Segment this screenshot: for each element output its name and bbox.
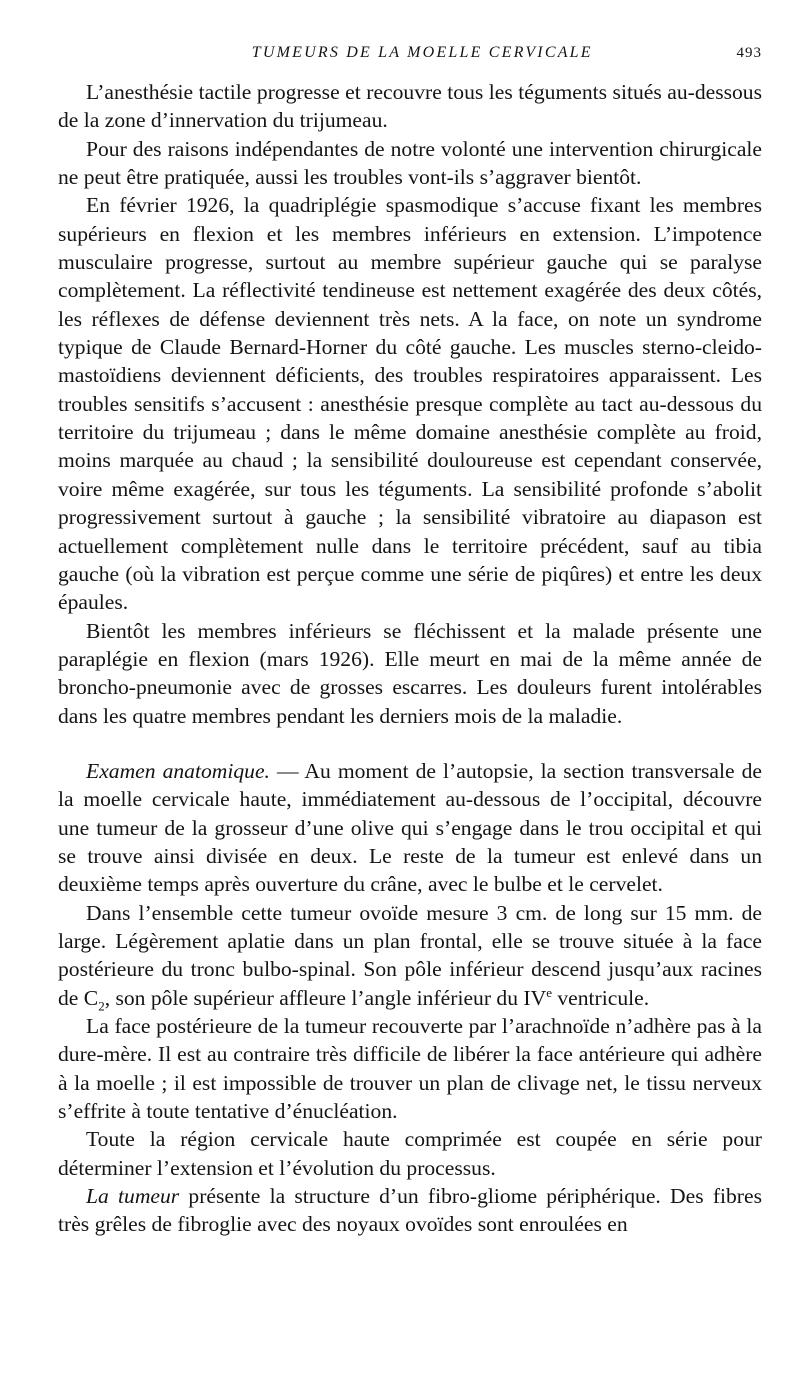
paragraph: Toute la région cervicale haute comprimée est coupée en série pour déterminer l’extension et l’évolution du processus. (58, 1127, 762, 1180)
superscript: e (546, 984, 552, 1000)
paragraph-text: Au moment de l’autopsie, la section transversale de la moelle cervicale haute, immédiatement au-dessous de l’occipital, découvre une tumeur de la grosseur d’une olive qui s’engage dans le trou occipital et qui se trouve ainsi divisée en deux. Le reste de la tumeur est enlevé dans un deuxième temps après ouverture du crâne, avec le bulbe et le cervelet. (58, 758, 762, 897)
paragraph-text: ventricule. (551, 985, 650, 1010)
body-text (58, 78, 762, 1239)
paragraph-text: , son pôle supérieur affleure l’angle inférieur du IV (104, 985, 547, 1010)
page-header (58, 44, 762, 78)
dimensions-paragraph (58, 899, 762, 1012)
paragraph-text: Dans l’ensemble cette tumeur ovoïde mesure 3 cm. de long sur 15 mm. de large. Légèrement aplatie dans un plan frontal, elle se trouve située à la face postérieure du tronc bulbo-spinal. Son pôle inférieur descend jusqu’aux racines de C (58, 900, 762, 1010)
exam-paragraph (58, 757, 762, 899)
paragraph: L’anesthésie tactile progresse et recouvre tous les téguments situés au-dessous de la zone d’innervation du trijumeau. (58, 80, 762, 133)
section-lead: Examen anatomique. (86, 758, 270, 783)
paragraph-text: présente la structure d’un fibro-gliome périphérique. Des fibres très grêles de fibroglie avec des noyaux ovoïdes sont enroulées en (58, 1184, 762, 1237)
paragraph: En février 1926, la quadriplégie spasmodique s’accuse fixant les membres supérieurs en flexion et les membres inférieurs en extension. L’impotence musculaire progresse, surtout au membre supérieur gauche qui se paralyse complètement. La réflectivité tendineuse est nettement exagérée des deux côtés, les réflexes de défense deviennent très nets. A la face, on note un syndrome typique de Claude Bernard-Horner du côté gauche. Les muscles sterno-cleido-mastoïdiens deviennent déficients, des troubles respiratoires apparaissent. Les troubles sensitifs s’accusent : anesthésie presque complète au tact au-dessous du territoire du trijumeau ; dans le même domaine anesthésie complète au froid, moins marquée au chaud ; la sensibilité douloureuse est cependant conservée, voire même exagérée, sur tous les téguments. La sensibilité profonde s’abolit progressivement surtout à gauche ; la sensibilité vibratoire au diapason est actuellement complètement nulle dans le territoire précédent, sauf au tibia gauche (où la vibration est perçue comme une série de piqûres) et entre les deux épaules. (58, 193, 762, 615)
paragraph: La face postérieure de la tumeur recouverte par l’arachnoïde n’adhère pas à la dure-mère. Il est au contraire très difficile de libérer la face antérieure qui adhère à la moelle ; il est impossible de trouver un plan de clivage net, le tissu nerveux s’effrite à toute tentative d’énucléation. (58, 1014, 762, 1124)
paragraph: Pour des raisons indépendantes de notre volonté une intervention chirurgicale ne peut être pratiquée, aussi les troubles vont-ils s’aggraver bientôt. (58, 136, 762, 190)
subscript: 2 (98, 997, 105, 1013)
em-dash: — (269, 758, 305, 783)
section-lead: La tumeur (86, 1184, 180, 1209)
page-number: 493 (736, 45, 762, 61)
running-title: TUMEURS DE LA MOELLE CERVICALE (251, 44, 593, 61)
tumeur-paragraph (58, 1182, 762, 1239)
paragraph: Bientôt les membres inférieurs se fléchissent et la malade présente une paraplégie en flexion (mars 1926). Elle meurt en mai de la même année de broncho-pneumonie avec de grosses escarres. Les douleurs furent intolérables dans les quatre membres pendant les derniers mois de la maladie. (58, 618, 762, 728)
